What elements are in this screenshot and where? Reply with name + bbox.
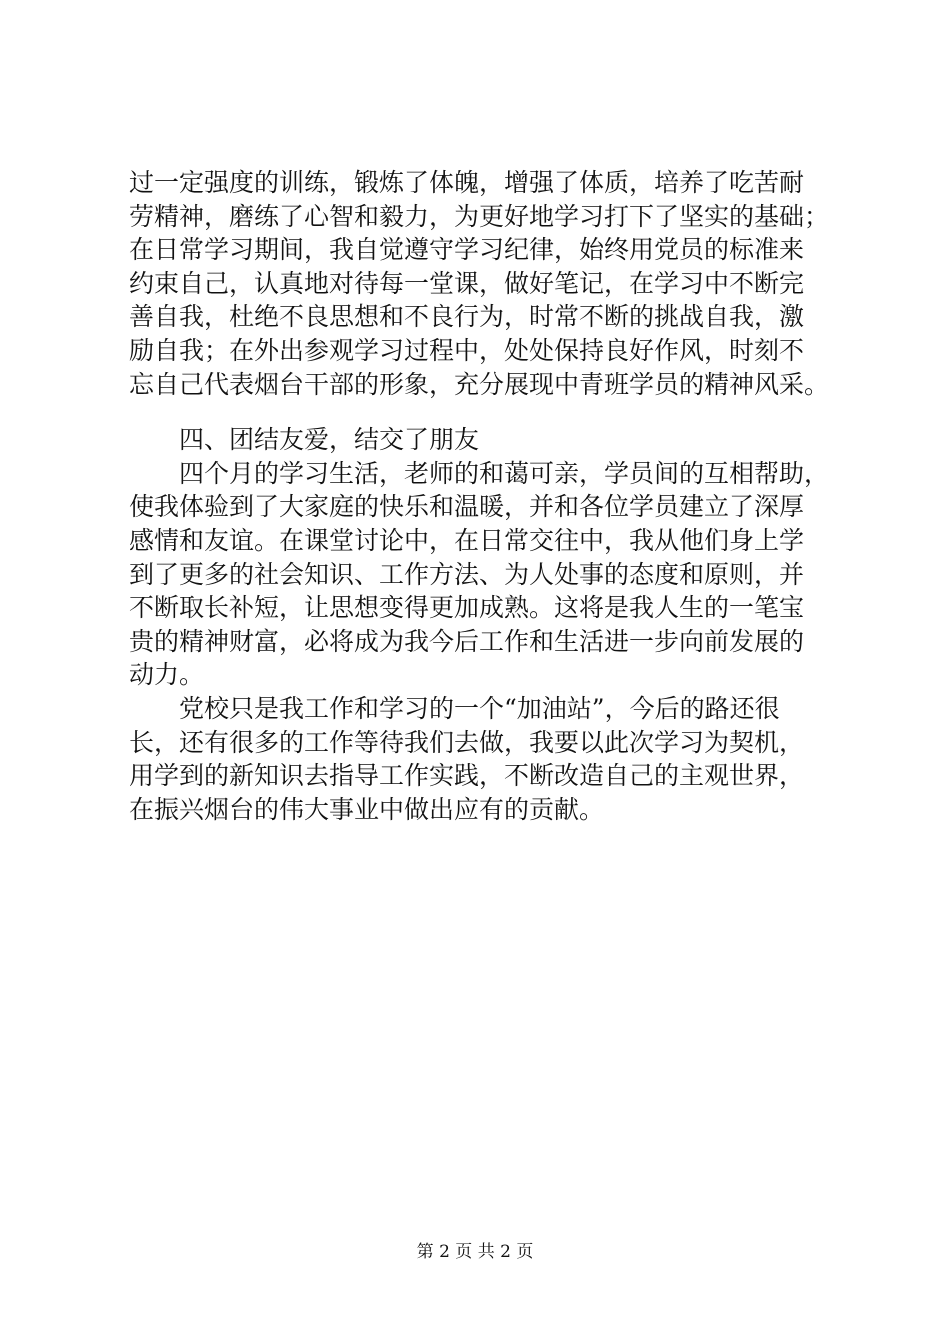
- text-line: 使我体验到了大家庭的快乐和温暖，并和各位学员建立了深厚: [129, 492, 805, 522]
- paragraph-conclusion: [129, 692, 834, 826]
- page-number-label: 第 2 页 共 2 页: [416, 1242, 534, 1262]
- text-line: 过一定强度的训练，锻炼了体魄，增强了体质，培养了吃苦耐: [129, 168, 805, 197]
- text-line: 在日常学习期间，我自觉遵守学习纪律，始终用党员的标准来: [129, 235, 805, 265]
- paragraph-training: [129, 166, 834, 401]
- body-text: [129, 166, 834, 826]
- text-line: 到了更多的社会知识、工作方法、为人处事的态度和原则，并: [129, 559, 805, 589]
- text-line: 四个月的学习生活，老师的和蔼可亲，学员间的互相帮助，: [129, 458, 830, 488]
- text-line: 动力。: [129, 660, 205, 690]
- text-line: 不断取长补短，让思想变得更加成熟。这将是我人生的一笔宝: [129, 593, 805, 623]
- text-line: 感情和友谊。在课堂讨论中，在日常交往中，我从他们身上学: [129, 525, 805, 555]
- text-line: 党校只是我工作和学习的一个“加油站”，今后的路还很: [129, 693, 780, 723]
- text-line: 约束自己，认真地对待每一堂课，做好笔记，在学习中不断完: [129, 268, 805, 298]
- text-line: 长，还有很多的工作等待我们去做，我要以此次学习为契机，: [129, 727, 805, 757]
- paragraph-friendship: [129, 457, 834, 692]
- text-line: 贵的精神财富，必将成为我今后工作和生活进一步向前发展的: [129, 626, 805, 656]
- text-line: 励自我；在外出参观学习过程中，处处保持良好作风，时刻不: [129, 335, 805, 365]
- text-line: 用学到的新知识去指导工作实践，不断改造自己的主观世界，: [129, 761, 805, 791]
- section-heading: [129, 423, 834, 457]
- page-footer: [0, 1241, 950, 1263]
- text-line: 在振兴烟台的伟大事业中做出应有的贡献。: [129, 794, 605, 824]
- paragraph-spacer: [129, 401, 834, 423]
- text-line: 忘自己代表烟台干部的形象，充分展现中青班学员的精神风采。: [129, 369, 830, 399]
- text-line: 善自我，杜绝不良思想和不良行为，时常不断的挑战自我，激: [129, 302, 805, 332]
- text-line: 劳精神，磨练了心智和毅力，为更好地学习打下了坚实的基础；: [129, 201, 830, 231]
- heading-line: 四、团结友爱，结交了朋友: [129, 425, 480, 455]
